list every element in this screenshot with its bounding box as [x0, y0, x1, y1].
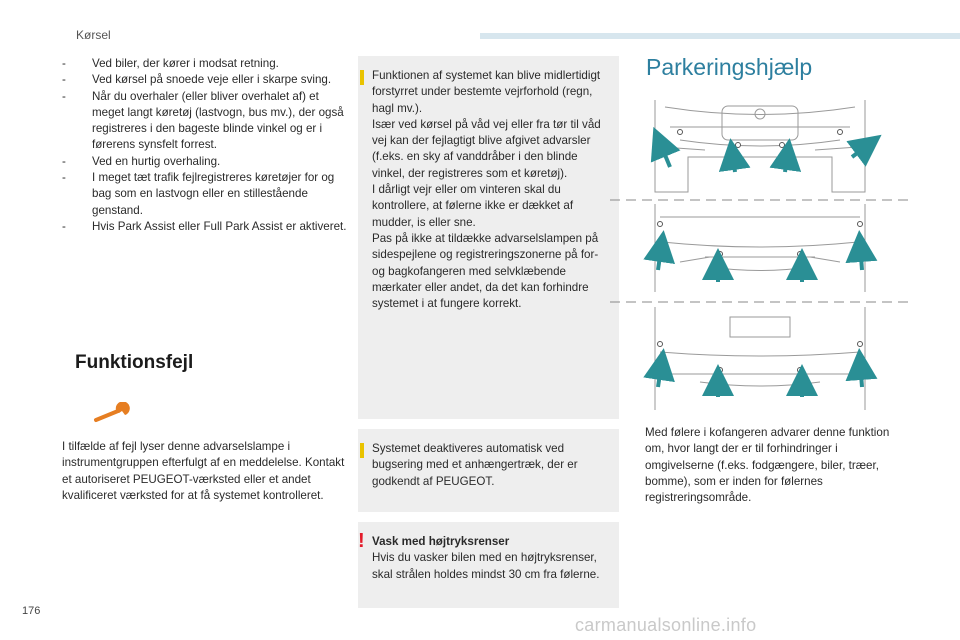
list-item: - Når du overhaler (eller bliver overhalet af) et meget langt køretøj (lastvogn, bus mv.), der også registreres i den bageste blinde vinkel og er i førerens synsfelt forrest.	[62, 89, 347, 154]
warning-icon: !	[358, 530, 365, 552]
warning-box-pressure-washer	[358, 522, 619, 608]
parking-description: Med følere i kofangeren advarer denne funktion om, hvor langt der er til forhindringer i omgivelserne (f.eks. fodgængere, biler, træer, bomme), som er inden for følernes registreringsområde.	[645, 426, 890, 505]
list-item: - I meget tæt trafik fejlregistreres køretøjer for og bag som en lastvogn eller en stillestående genstand.	[62, 170, 347, 219]
list-item: - Hvis Park Assist eller Full Park Assist er aktiveret.	[62, 219, 347, 235]
parking-title: Parkeringshjælp	[646, 54, 813, 80]
info-box-towing	[358, 429, 619, 512]
info-paragraph: Funktionen af systemet kan blive midlertidigt forstyrret under bestemte vejrforhold (regn, hagl mv.).	[372, 69, 601, 115]
info-paragraph: Systemet deaktiveres automatisk ved bugsering med et anhængertræk, der er godkendt af PEUGEOT.	[372, 442, 578, 488]
info-box-weather	[358, 56, 619, 419]
info-paragraph: Især ved kørsel på våd vej eller fra tør til våd vej kan der fejlagtigt blive afgivet advarsler (f.eks. en sky af vanddråber i den blinde vinkel, der registreres som et køretøj).	[372, 117, 601, 180]
fault-description: I tilfælde af fejl lyser denne advarselslampe i instrumentgruppen efterfulgt af en meddelelse. Kontakt et autoriseret PEUGEOT-værksted eller et andet kvalificeret værksted for at få systemet kontrolleret.	[62, 440, 345, 502]
info-marker	[360, 70, 364, 85]
rear-view-1	[655, 204, 865, 292]
parking-sensor-illustration	[610, 92, 910, 419]
rear-arrows-2	[658, 360, 862, 397]
wrench-icon	[92, 402, 132, 431]
front-view	[655, 100, 865, 192]
rear-sensors-2	[658, 342, 863, 373]
watermark: carmanualsonline.info	[575, 615, 757, 635]
rear-arrows-1	[658, 242, 862, 282]
warning-title: Vask med højtryksrenser	[372, 535, 510, 548]
list-item: - Ved en hurtig overhaling.	[62, 154, 347, 170]
front-sensors	[678, 130, 843, 148]
warning-text: Hvis du vasker bilen med en højtryksrenser, skal strålen holdes mindst 30 cm fra følerne.	[372, 551, 600, 581]
rear-view-2	[655, 307, 865, 410]
info-paragraph: Pas på ikke at tildække advarselslampen på sidespejlene og registreringszonerne på for- og bagkofangeren med selvklæbende mærkater eller andet, da det kan forhindre systemet i at fungere korrekt.	[372, 231, 599, 311]
info-paragraph: I dårligt vejr eller om vinteren skal du kontrollere, at følerne ikke er dækket af mudder, is eller sne.	[372, 183, 574, 229]
list-item: - Ved kørsel på snoede veje eller i skarpe sving.	[62, 72, 347, 88]
front-arrows	[658, 138, 872, 172]
section-label: Kørsel	[76, 28, 111, 42]
header-bar	[480, 33, 960, 39]
page-number: 176	[22, 605, 41, 617]
info-marker	[360, 443, 364, 458]
rear-sensors-1	[658, 222, 863, 257]
intro-bullets	[62, 56, 347, 235]
list-item: - Ved biler, der kører i modsat retning.	[62, 56, 347, 72]
section-heading: Funktionsfejl	[75, 352, 194, 373]
